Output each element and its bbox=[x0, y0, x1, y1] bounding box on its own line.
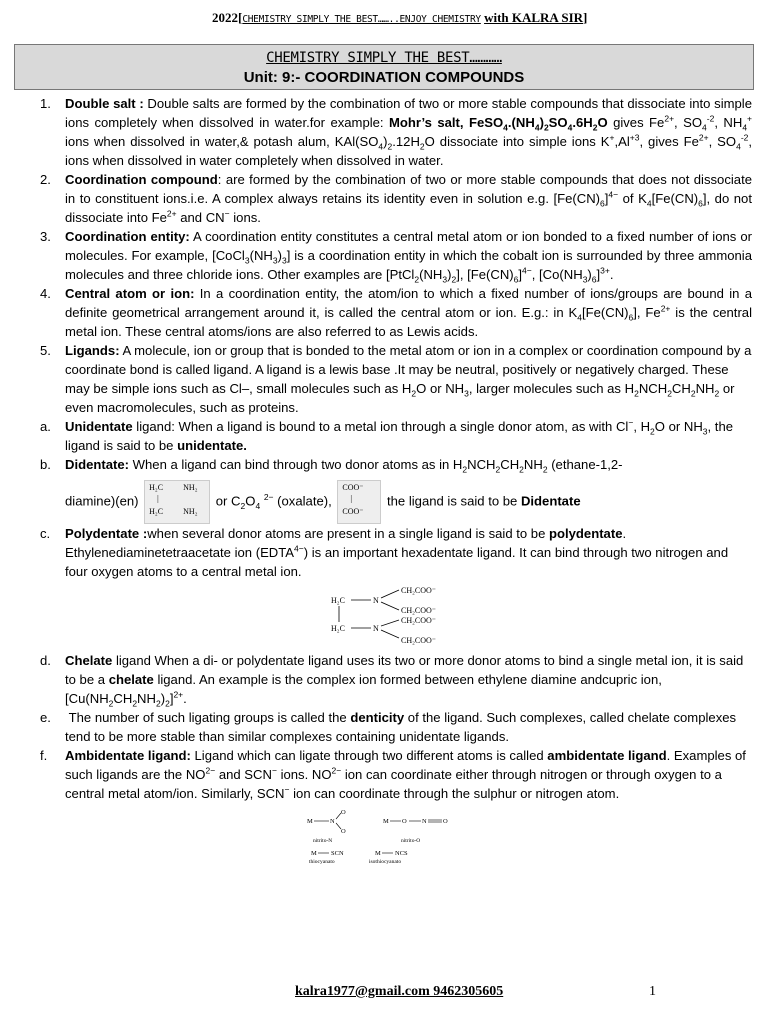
ethylenediamine-structure: H₂C NH₂ | H₂C NH₂ bbox=[144, 480, 210, 524]
oxalate-structure: COO⁻ | COO⁻ bbox=[337, 480, 381, 524]
svg-text:H₂C: H₂C bbox=[330, 624, 345, 633]
footer-contact: kalra1977@gmail.com 9462305605 bbox=[295, 984, 504, 999]
svg-text:SCN: SCN bbox=[331, 850, 344, 857]
list-item: 3. Coordination entity: A coordination entity constitutes a central metal atom or ion bonded to a fixed number of ions or molecules. For example, $[CoCl_3(NH_3)_3]$ is a coordination entity in which the cobalt ion is surrounded by three ammonia molecules and three chloride ions. Other examples are $[PtCl_2(NH_3)_2]$, $[Fe(CN)_6]^{4-}$, $[Co(NH_3)_6]^{3+}$. bbox=[40, 229, 752, 285]
term: Coordination compound bbox=[65, 172, 218, 187]
svg-text:isothiocyanato: isothiocyanato bbox=[369, 859, 402, 865]
term: Didentate: bbox=[65, 457, 130, 472]
svg-text:N: N bbox=[330, 818, 335, 825]
title-box bbox=[14, 44, 754, 90]
list-item: a. Unidentate ligand: When a ligand is bound to a metal ion through a single donor atom, as with Cl−, $H_2O$ or $NH_3$, the ligand is said to be unidentate. bbox=[40, 417, 734, 453]
list-item: 4. Central atom or ion: In a coordination entity, the atom/ion to which a fixed number of ions/groups are bound in a definite geometrical arrangement around it, is called the central atom or ion. E.g.: in $K_4[Fe(CN)_6]$, $Fe^{2+}$ is the central metal ion. These central atoms/ions are also referred to as Lewis acids. bbox=[40, 286, 752, 339]
page-number: 1 bbox=[649, 984, 656, 999]
svg-text:M: M bbox=[311, 850, 317, 857]
svg-text:CH₂COO⁻: CH₂COO⁻ bbox=[400, 616, 436, 625]
svg-text:NCS: NCS bbox=[395, 850, 408, 857]
ambidentate-structures bbox=[305, 809, 455, 867]
svg-text:O: O bbox=[443, 818, 448, 825]
svg-text:CH₂COO⁻: CH₂COO⁻ bbox=[400, 636, 436, 645]
svg-text:M: M bbox=[375, 850, 381, 857]
edta-structure bbox=[329, 585, 489, 647]
term: Ligands: bbox=[65, 343, 120, 358]
svg-text:M: M bbox=[383, 818, 389, 825]
svg-text:CH₂COO⁻: CH₂COO⁻ bbox=[400, 586, 436, 595]
svg-text:O: O bbox=[341, 809, 346, 816]
list-item: e. The number of such ligating groups is called the denticity of the ligand. Such complexes, called chelate complexes tend to be more stable than similar complexes containing unidentate ligands. bbox=[40, 710, 737, 744]
term: Central atom or ion: bbox=[65, 286, 195, 301]
list-item: 2. Coordination compound: are formed by the combination of two or more stable compounds that does not dissociate in to constituent ions.i.e. A complex always retains its identity even in solution e.g. $[Fe(CN)_6]^{4-}$ of $K_4[Fe(CN)_6]$, do not dissociate into $Fe^{2+}$ and CN− ions. bbox=[40, 172, 752, 225]
list-item: 1. Double salt : Double salts are formed by the combination of two or more stable compounds that dissociate into simple ions completely when dissolved in water.for example: Mohr’s salt, $FeSO_4.(NH_4)_2SO_4.6H_2O$ gives $Fe^{2+}$, $SO_4^{-2}$, $NH_4^+$ ions when dissolved in water,& potash alum, $KAl(SO_4)_2.12H_2O$ dissociate into simple ions $K^+,Al^{+3}$, gives $Fe^{2+}$, $SO_4^{-2}$, ions when dissolved in water completely when dissolved in water. bbox=[40, 96, 753, 168]
term: Polydentate : bbox=[65, 526, 148, 541]
notes-content bbox=[40, 94, 752, 867]
term: Double salt : bbox=[65, 96, 144, 111]
unit-title: Unit: 9:- COORDINATION COMPOUNDS bbox=[243, 69, 525, 86]
page-header: 2022[CHEMISTRY SIMPLY THE BEST……..ENJOY CHEMISTRY with KALRA SIR] bbox=[212, 10, 588, 25]
list-item: d. Chelate ligand When a di- or polydentate ligand uses its two or more donor atoms to bind a single metal ion, it is said to be a chelate ligand. An example is the complex ion formed between ethylene diamine andcupric ion, $[Cu(NH_2CH_2NH_2)_2]^{2+}$. bbox=[40, 653, 744, 709]
header-year: 2022 bbox=[212, 10, 238, 25]
svg-text:N: N bbox=[372, 596, 379, 605]
header-tagline: CHEMISTRY SIMPLY THE BEST……..ENJOY CHEMISTRY bbox=[242, 14, 481, 25]
svg-text:nitrito-N: nitrito-N bbox=[313, 838, 333, 844]
list-item: f. Ambidentate ligand: Ligand which can ligate through two different atoms is called ambidentate ligand. Examples of such ligands are the $NO^{2-}$ and SCN− ions. $NO^{2-}$ ion can coordinate either through nitrogen or through oxygen to a central metal atom/ion. Similarly, SCN− ion can coordinate through the sulphur or nitrogen atom. M N O O nitrito-N M O N O nitrito-O M SCN thiocyanato M NCS isothiocyanato bbox=[40, 748, 746, 865]
term: Unidentate bbox=[65, 419, 133, 434]
title-tagline: CHEMISTRY SIMPLY THE BEST………… bbox=[266, 50, 502, 66]
term: Ambidentate ligand: bbox=[65, 748, 191, 763]
list-item: 5. Ligands: A molecule, ion or group that is bonded to the metal atom or ion in a complex or coordination compound by a coordinate bond is called ligand. A ligand is a lewis base .It may be neutral, positively or negatively charged. These may be simple ions such as Cl–, small molecules such as $H_2O$ or $NH_3$, larger molecules such as $H_2NCH_2CH_2NH_2$ or even macromolecules, such as proteins. bbox=[40, 343, 752, 415]
svg-text:nitrito-O: nitrito-O bbox=[401, 838, 421, 844]
svg-text:O: O bbox=[402, 818, 407, 825]
svg-text:H₂C: H₂C bbox=[330, 596, 345, 605]
svg-text:thiocyanato: thiocyanato bbox=[309, 859, 335, 865]
list-item: c. Polydentate :when several donor atoms are present in a single ligand is said to be polydentate. Ethylenediaminetetraacetate ion $(EDTA^{4-})$ is an important hexadentate ligand. It can bind through two nitrogen and four oxygen atoms to a central metal ion. H₂C N CH₂COO⁻ CH₂COO⁻ H₂C N CH₂COO⁻ CH₂COO⁻ bbox=[40, 526, 729, 645]
term: Chelate bbox=[65, 653, 113, 668]
header-author: with KALRA SIR bbox=[484, 10, 584, 25]
svg-text:CH₂COO⁻: CH₂COO⁻ bbox=[400, 606, 436, 615]
svg-text:M: M bbox=[307, 818, 313, 825]
svg-text:N: N bbox=[372, 624, 379, 633]
list-item: b. Didentate: When a ligand can bind through two donor atoms as in $H_2NCH_2CH_2NH_2$ (ethane-1,2- diamine)(en) H₂C NH₂ | H₂C NH₂ or $C_2O_4$ $^{2-}$ (oxalate), COO⁻ | COO⁻ the ligand is said to be Didentate bbox=[40, 455, 752, 524]
term: Coordination entity: bbox=[65, 229, 190, 244]
svg-text:N: N bbox=[422, 818, 427, 825]
svg-text:O: O bbox=[341, 828, 346, 835]
